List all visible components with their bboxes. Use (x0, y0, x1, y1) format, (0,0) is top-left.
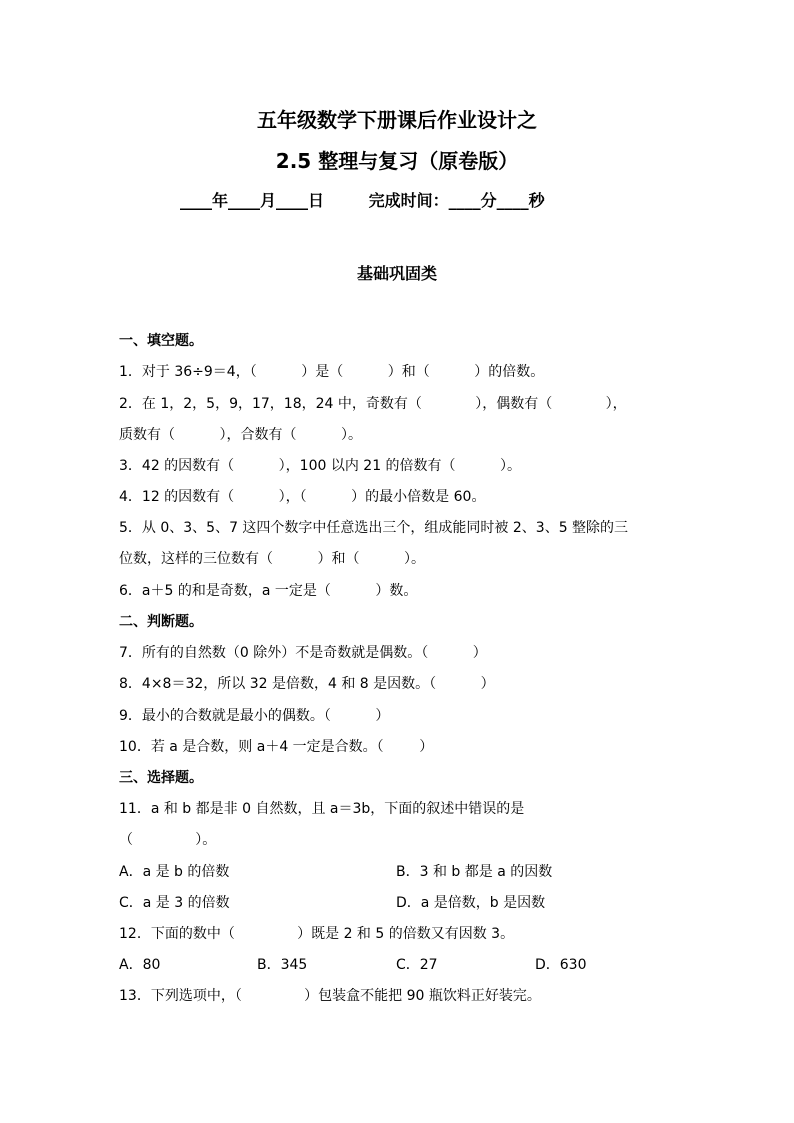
question-9: 9．最小的合数就是最小的偶数。（ ） (119, 708, 390, 724)
question-3: 3．42 的因数有（ ），100 以内 21 的倍数有（ ）。 (119, 458, 522, 474)
q11-option-d: D．a 是倍数，b 是因数 (396, 895, 546, 911)
question-13: 13．下列选项中，（ ）包装盒不能把 90 瓶饮料正好装完。 (119, 988, 541, 1004)
page-subtitle: 2.5 整理与复习（原卷版） (275, 149, 519, 173)
question-4: 4．12 的因数有（ ），（ ）的最小倍数是 60。 (119, 489, 486, 505)
date-time-line: ____年____月____日 完成时间：____分____秒 (180, 191, 545, 210)
question-2-line1: 2．在 1，2，5，9，17，18，24 中，奇数有（ ），偶数有（ ）， (119, 396, 627, 412)
q11-option-b: B．3 和 b 都是 a 的因数 (396, 864, 553, 880)
q12-option-c: C．27 (396, 957, 438, 973)
question-12: 12．下面的数中（ ）既是 2 和 5 的倍数又有因数 3。 (119, 926, 515, 942)
question-2-line2: 质数有（ ），合数有（ ）。 (119, 427, 363, 443)
question-7: 7．所有的自然数（0 除外）不是奇数就是偶数。（ ） (119, 645, 487, 661)
q11-option-a: A．a 是 b 的倍数 (119, 864, 230, 880)
q11-option-c: C．a 是 3 的倍数 (119, 895, 230, 911)
page-title: 五年级数学下册课后作业设计之 (257, 108, 537, 132)
q12-option-a: A．80 (119, 957, 161, 973)
q12-option-b: B．345 (257, 957, 308, 973)
part1-heading: 一、填空题。 (119, 333, 203, 349)
question-5-line1: 5．从 0、3、5、7 这四个数字中任意选出三个，组成能同时被 2、3、5 整除的三 (119, 520, 629, 536)
part2-heading: 二、判断题。 (119, 614, 203, 630)
part3-heading: 三、选择题。 (119, 770, 203, 786)
question-5-line2: 位数，这样的三位数有（ ）和（ ）。 (119, 551, 426, 567)
question-11-line1: 11．a 和 b 都是非 0 自然数，且 a＝3b，下面的叙述中错误的是 (119, 801, 525, 817)
question-1: 1．对于 36÷9＝4，（ ）是（ ）和（ ）的倍数。 (119, 364, 545, 380)
question-8: 8．4×8＝32，所以 32 是倍数，4 和 8 是因数。（ ） (119, 676, 495, 692)
question-11-line2: （ ）。 (119, 832, 217, 848)
q12-option-d: D．630 (535, 957, 587, 973)
section-heading: 基础巩固类 (356, 264, 437, 283)
question-10: 10．若 a 是合数，则 a＋4 一定是合数。（ ） (119, 739, 434, 755)
question-6: 6．a＋5 的和是奇数，a 一定是（ ）数。 (119, 583, 418, 599)
